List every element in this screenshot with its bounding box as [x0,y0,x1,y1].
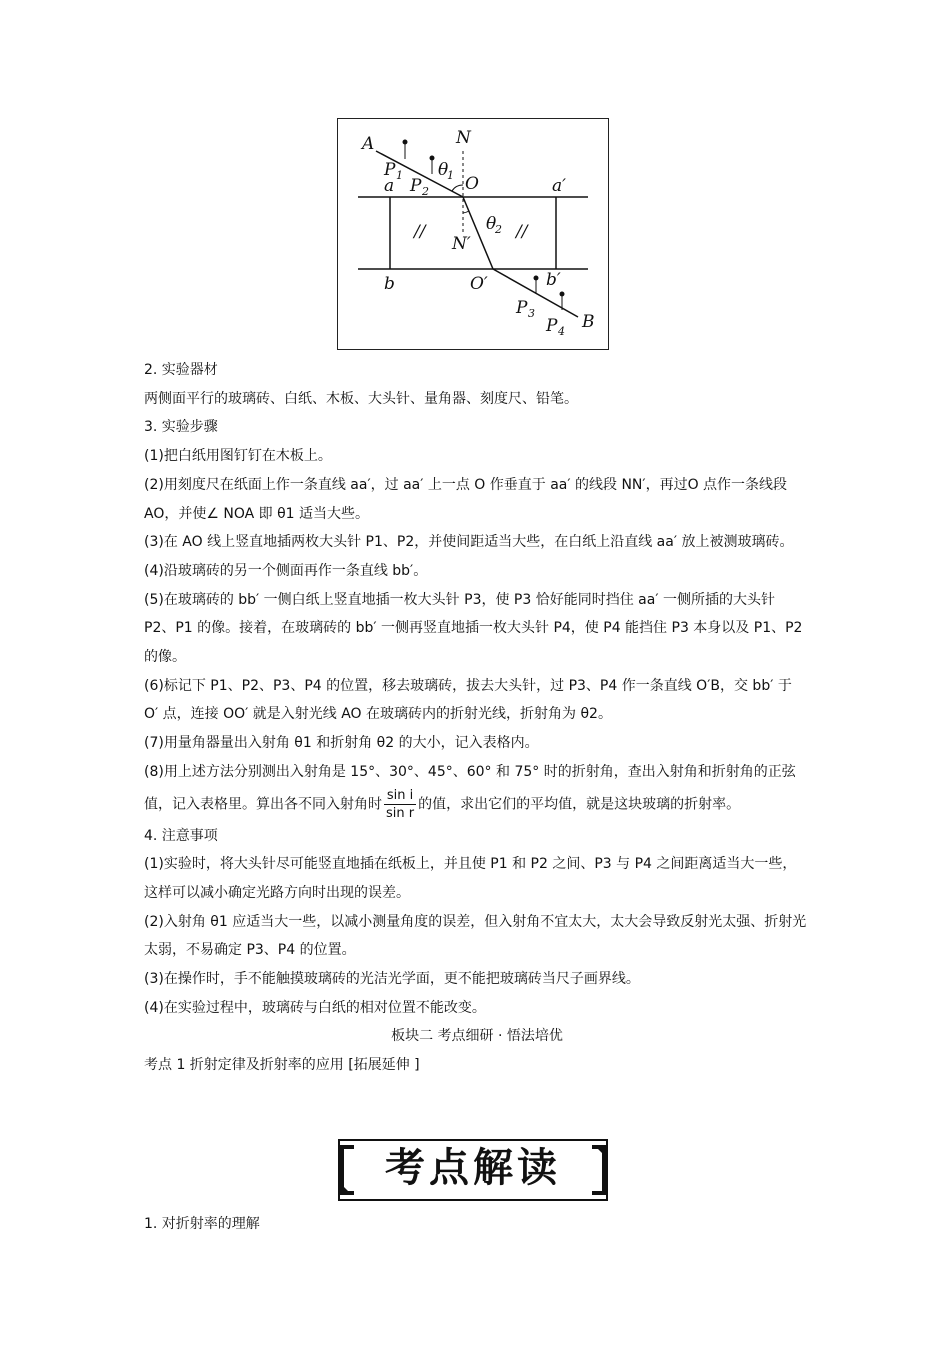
step-2: (2)用刻度尺在纸面上作一条直线 aa′，过 aa′ 上一点 O 作垂直于 aa′ 的线段 NN′，再过O 点作一条线段 AO，并使∠ NOA 即 θ1 适当大些。 [144,476,788,522]
label-p2: P [410,176,422,196]
step-8 [144,758,810,822]
pin-p4-head [560,292,565,297]
label-p1: P [384,160,396,180]
label-b: b [384,274,395,294]
fraction-denominator: sin r [386,805,415,821]
pin-p1-head [403,140,408,145]
section2-heading: 2. 实验器材 [144,362,218,378]
label-p2-sub: 2 [422,185,429,198]
label-theta1: θ [438,160,449,180]
banner-text: 考点解读 [385,1144,561,1191]
main-text [144,356,810,1080]
label-b-prime: b′ [546,270,561,290]
label-theta1-sub: 1 [447,169,454,182]
note-3: (3)在操作时，手不能触摸玻璃砖的光洁光学面，更不能把玻璃砖当尺子画界线。 [144,971,640,988]
label-a-prime: a′ [552,176,566,196]
step-6: (6)标记下 P1、P2、P3、P4 的位置，移去玻璃砖，拔去大头针，过 P3、P4 作一条直线 O′B，交 bb′ 于 O′ 点，连接 OO′ 就是入射光线 AO 在玻璃砖内的折射光线，折射角为 θ2。 [144,677,792,723]
theta1-arc [452,185,463,191]
label-p3-sub: 3 [528,307,535,320]
item-1: 1. 对折射率的理解 [144,1216,260,1232]
label-a: a [384,176,395,196]
label-o: O [465,174,479,194]
section3-heading: 3. 实验步骤 [144,419,218,436]
section2-body: 两侧面平行的玻璃砖、白纸、木板、大头针、量角器、刻度尺、铅笔。 [144,390,578,407]
block2-title: 板块二 考点细研 · 悟法培优 [391,1028,563,1045]
label-n-prime: N′ [452,234,471,254]
refraction-diagram [337,118,609,350]
note-4: (4)在实验过程中，玻璃砖与白纸的相对位置不能改变。 [144,999,486,1016]
step-5: (5)在玻璃砖的 bb′ 一侧白纸上竖直地插一枚大头针 P3，使 P3 恰好能同时挡住 aa′ 一侧所插的大头针 P2、P1 的像。接着，在玻璃砖的 bb′ 一侧再竖直地插一枚大头针 P4，使 P4 能挡住 P3 本身以及 P1、P2 的像。 [144,591,803,666]
hatch-left: // [414,222,426,242]
step-4: (4)沿玻璃砖的另一个侧面再作一条直线 bb′。 [144,562,428,579]
kaodian-line: 考点 1 折射定律及折射率的应用 [拓展延伸 ] [144,1057,420,1074]
step-1: (1)把白纸用图钉钉在木板上。 [144,448,332,465]
label-p1-sub: 1 [396,169,403,182]
hatch-right: // [516,222,528,242]
diagram-svg [338,119,608,349]
kaodian-jiedu-banner [338,1139,608,1201]
label-p4-sub: 4 [558,325,565,338]
label-o-prime: O′ [470,274,488,294]
step-7: (7)用量角器量出入射角 θ1 和折射角 θ2 的大小，记入表格内。 [144,735,539,752]
note-2: (2)入射角 θ1 应适当大一些，以减小测量角度的误差，但入射角不宜太大，太大会导致反射光太强、折射光太弱，不易确定 P3、P4 的位置。 [144,913,807,959]
fraction-numerator: sin i [384,787,416,805]
note-1: (1)实验时，将大头针尽可能竖直地插在纸板上，并且使 P1 和 P2 之间、P3 与 P4 之间距离适当大一些，这样可以减小确定光路方向时出现的误差。 [144,856,797,901]
label-n: N [456,128,471,148]
pin-p2-head [430,156,435,161]
section4-heading: 4. 注意事项 [144,827,218,844]
label-p4: P [546,316,558,336]
label-theta2: θ [486,214,497,234]
step-8-post: 的值，求出它们的平均值，就是这块玻璃的折射率。 [418,796,741,813]
theta2-arc [463,211,469,213]
label-theta2-sub: 2 [495,223,502,236]
label-a-point: A [362,134,375,154]
label-b-point: B [582,312,595,332]
label-p3: P [516,298,528,318]
step-8-pre: (8)用上述方法分别测出入射角是 15°、30°、45°、60° 和 75° 时的折射角，查出入射角和折射角的正弦值，记入表格里。算出各不同入射角时 [144,763,796,813]
step-3: (3)在 AO 线上竖直地插两枚大头针 P1、P2，并使间距适当大些，在白纸上沿直线 aa′ 放上被测玻璃砖。 [144,534,794,551]
sin-ratio-fraction [384,787,416,822]
pin-p3-head [534,276,539,281]
